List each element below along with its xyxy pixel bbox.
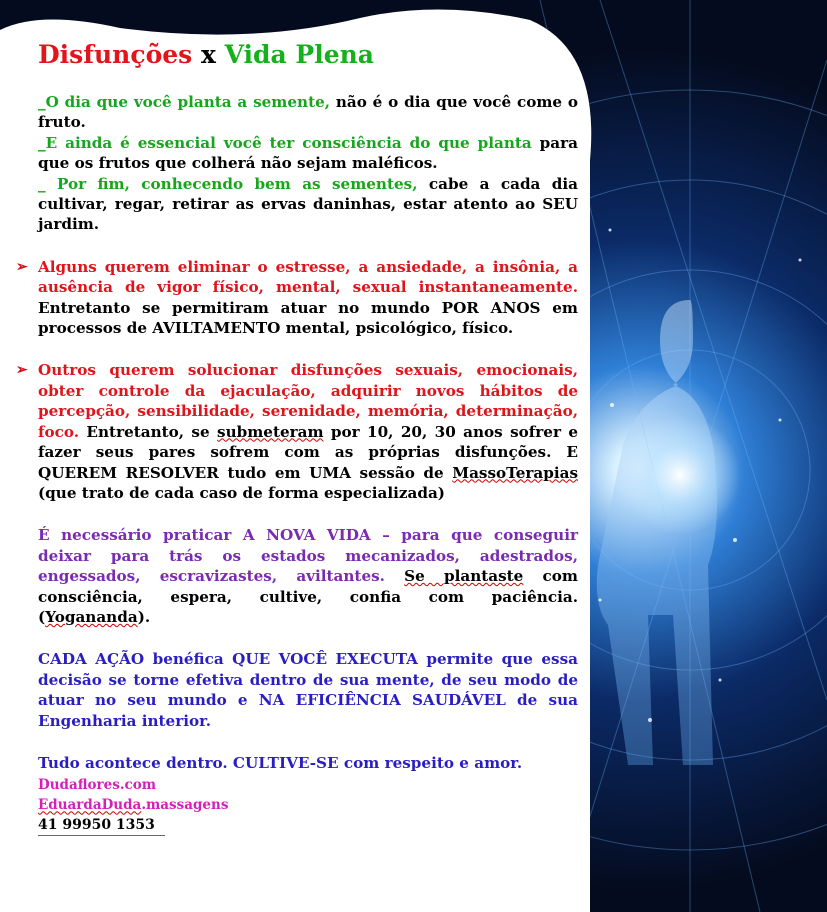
intro-paragraph-3 <box>38 174 578 235</box>
page-title <box>38 40 578 70</box>
intro-3-text: cabe a cada dia cultivar, regar, retirar as ervas daninhas, estar atento ao SEU jardim. <box>38 174 579 234</box>
bullet-2-text-a: Entretanto, se <box>79 422 218 441</box>
bullet-2-text-underlined-2: MassoTerapias <box>452 463 578 482</box>
bullet-paragraph-1 <box>16 257 578 339</box>
intro-1-text: não é o dia que você come o fruto. <box>38 93 579 132</box>
text-content <box>16 40 579 836</box>
bullet-2-highlight: Outros querem solucionar disfunções sexuais, emocionais, obter controle da ejaculação, adquirir novos hábitos de percepção, sensibilidade, serenidade, memória, determinação, foco. <box>38 361 578 441</box>
arrow-bullet-icon: ➢ <box>16 362 28 379</box>
intro-paragraph-1 <box>38 92 578 133</box>
intro-1-highlight: _O dia que você planta a semente, <box>38 93 331 111</box>
bullet-1-text: Entretanto se permitiram atuar no mundo POR ANOS em processos de AVILTAMENTO mental, psicológico, físico. <box>38 298 578 338</box>
bullet-2-text-underlined-1: submeteram <box>217 422 324 441</box>
title-part-vida-plena: Vida Plena <box>224 40 375 69</box>
closing-line: Tudo acontece dentro. CULTIVE-SE com respeito e amor. <box>38 753 523 772</box>
nova-vida-underlined-1: Se plantaste <box>404 567 524 586</box>
bullet-2-text-b: por 10, 20, 30 anos sofrer e fazer seus pares sofrem com as próprias disfunções. E QUEREM RESOLVER tudo em UMA sessão de <box>38 422 578 482</box>
bullet-2-text-c: (que trato de cada caso de forma especializada) <box>38 483 445 502</box>
contact-social[interactable] <box>38 795 578 815</box>
contact-site[interactable]: Dudaflores.com <box>38 777 157 794</box>
nova-vida-text-b: ). <box>137 607 151 626</box>
intro-2-text: para que os frutos que colherá não sejam maléficos. <box>38 133 578 173</box>
title-part-disfuncoes: Disfunções <box>38 40 193 69</box>
nova-vida-highlight: É necessário praticar A NOVA VIDA – para que conseguir deixar para trás os estados mecanizados, adestrados, engessados, escravizastes, aviltantes. <box>38 526 578 586</box>
nova-vida-underlined-2: Yogananda <box>45 607 138 626</box>
paragraph-nova-vida <box>38 525 578 627</box>
intro-2-highlight: _E ainda é essencial você ter consciência do que planta <box>38 133 532 152</box>
intro-3-highlight: _ Por fim, conhecendo bem as sementes, <box>38 174 418 193</box>
contact-phone-row <box>38 815 578 836</box>
bullet-1-highlight: Alguns querem eliminar o estresse, a ansiedade, a insônia, a ausência de vigor físico, mental, sexual instantaneamente. <box>38 257 578 297</box>
title-separator: x <box>200 40 216 69</box>
paragraph-cada-acao: CADA AÇÃO benéfica QUE VOCÊ EXECUTA permite que essa decisão se torne efetiva dentro de sua mente, de seu modo de atuar no seu mundo e NA EFICIÊNCIA SAUDÁVEL de sua Engenharia interior. <box>38 650 578 730</box>
contact-social-suffix: .massagens <box>141 797 229 814</box>
intro-paragraph-2 <box>38 133 578 174</box>
contact-social-name: EduardaDuda <box>38 797 142 814</box>
contact-phone: 41 99950 1353 <box>38 815 165 836</box>
arrow-bullet-icon: ➢ <box>16 258 28 275</box>
bullet-paragraph-2 <box>16 360 578 503</box>
nova-vida-text-a: com consciência, espera, cultive, confia com paciência. ( <box>38 567 578 626</box>
